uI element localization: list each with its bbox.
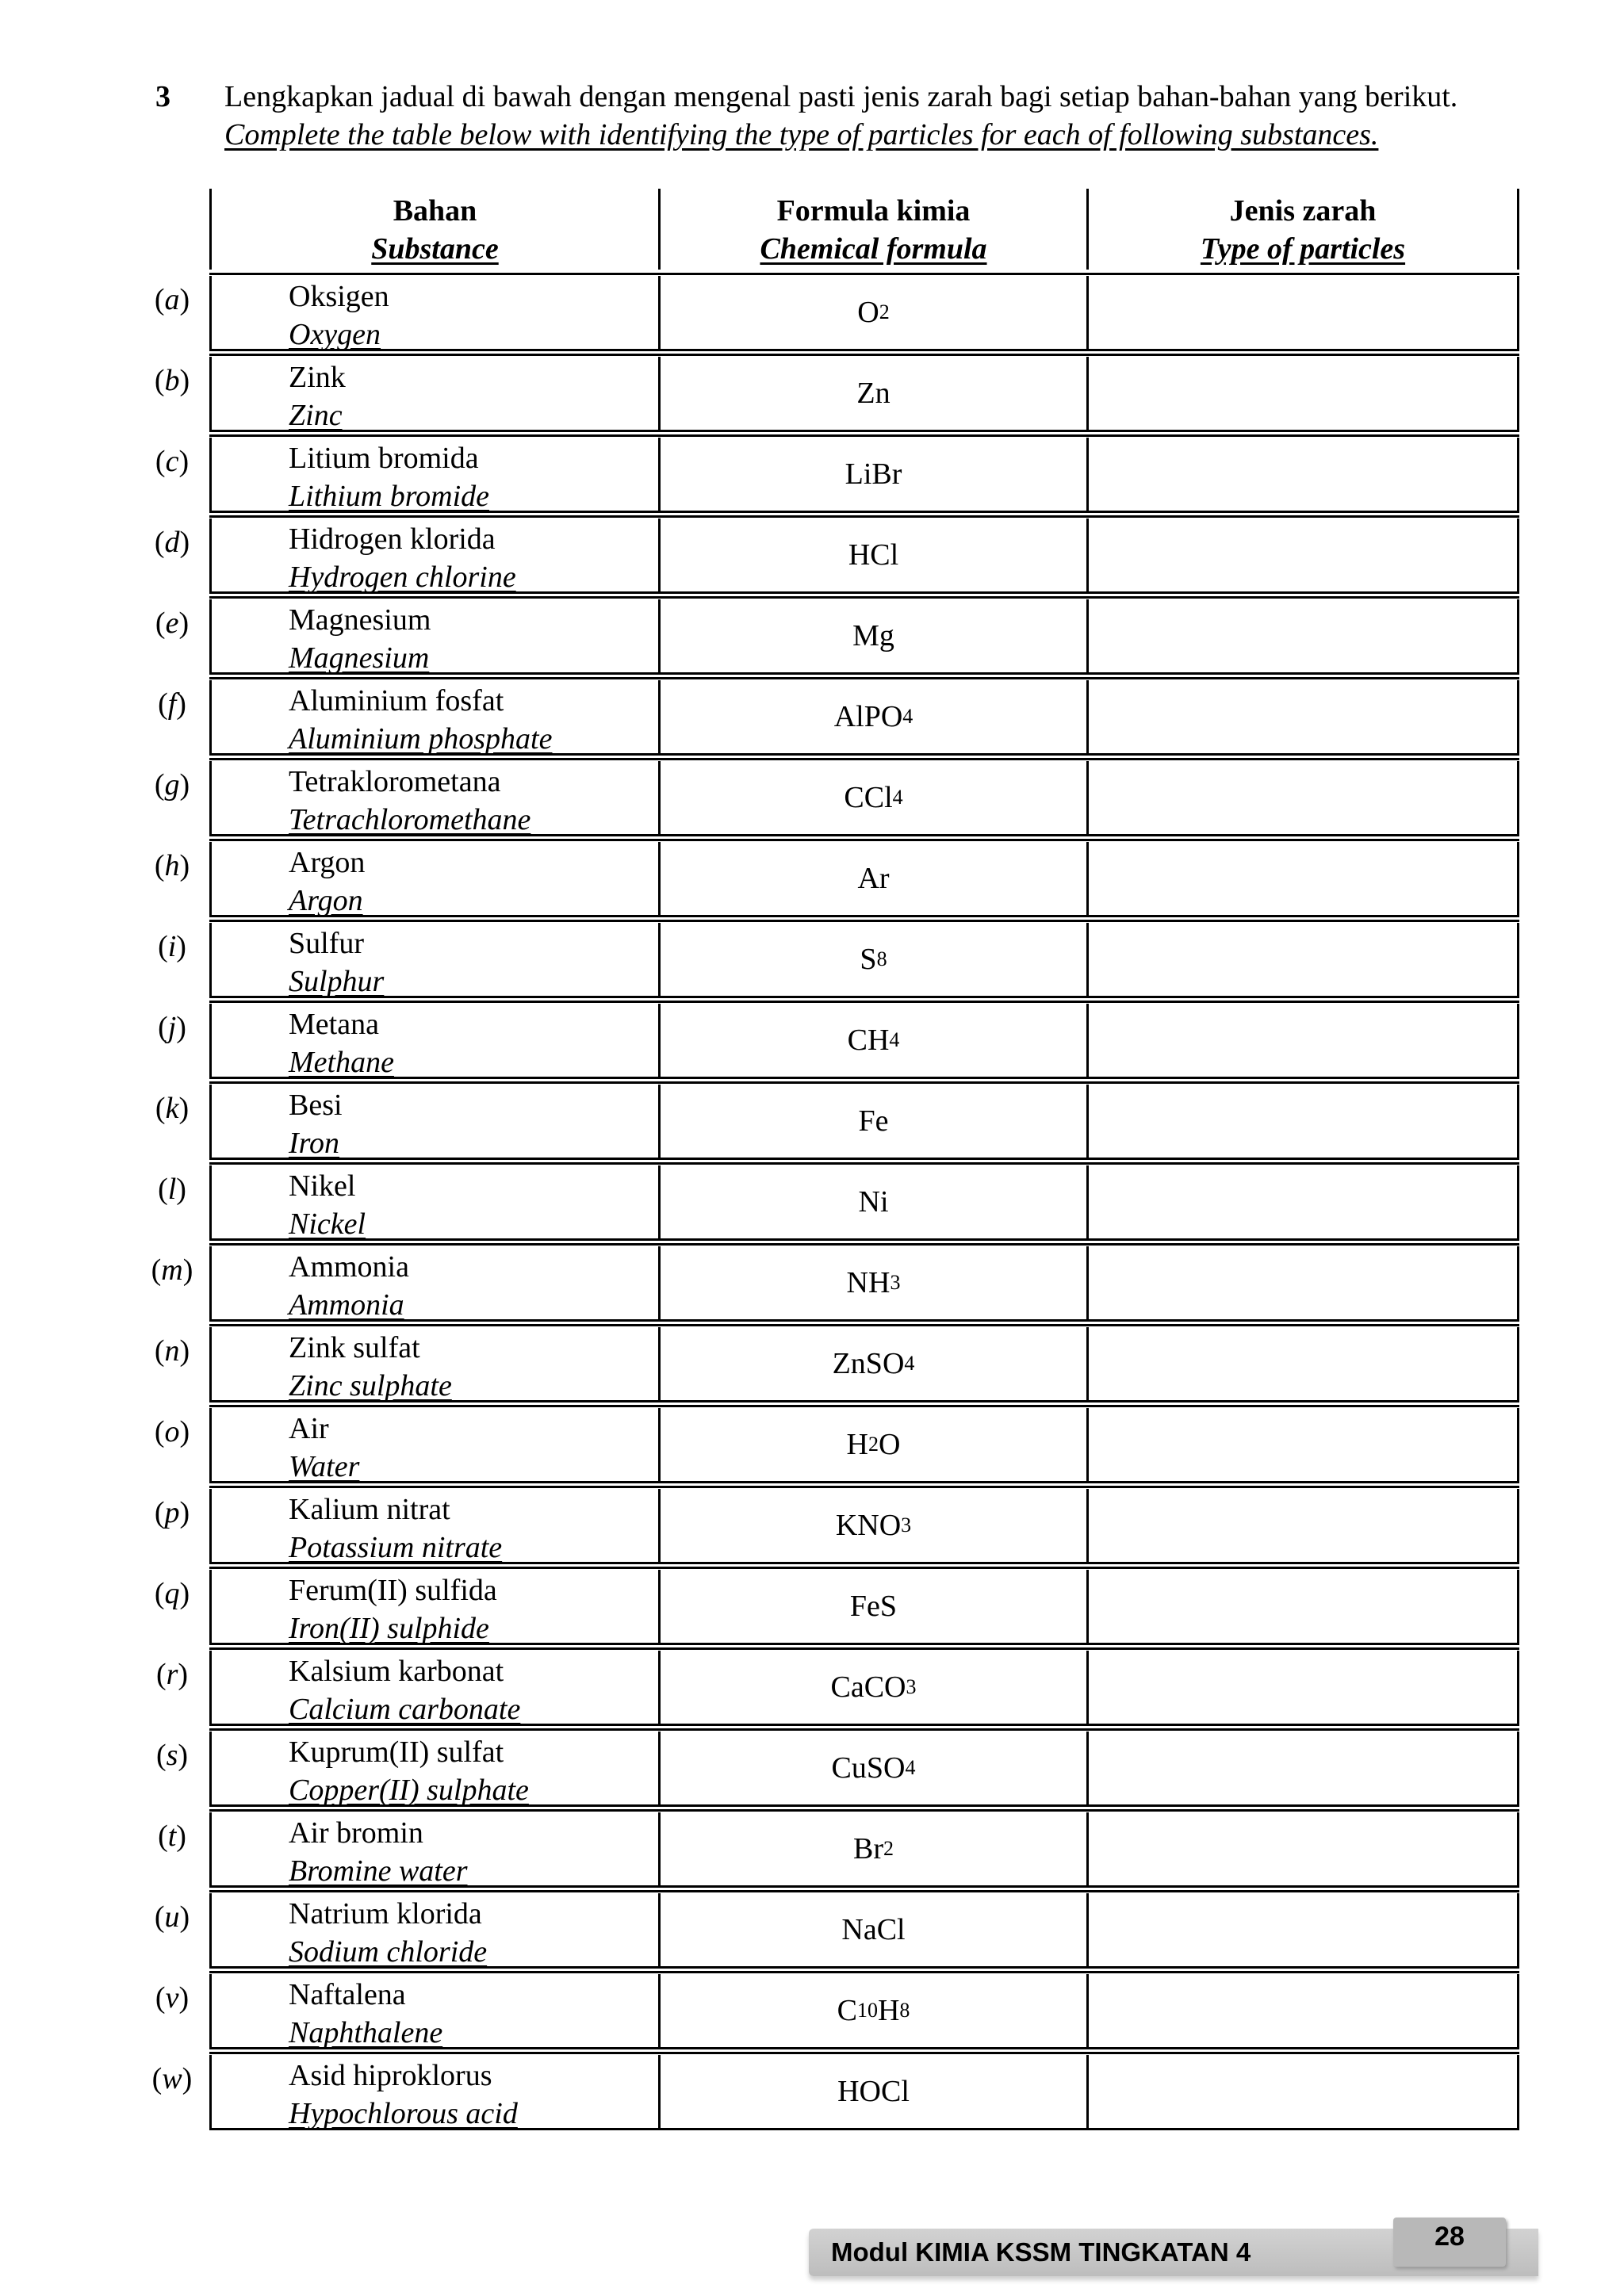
substance-cell [155,1732,658,1807]
type-of-particles-answer-cell[interactable] [1086,1893,1519,1966]
substance-cell [158,923,658,998]
table-row [158,923,1519,998]
substance-cell [151,2055,658,2130]
substance-name-en: Sulphur [289,965,385,998]
row-label: (m) [151,1253,193,1287]
substance-cell [154,276,658,351]
type-of-particles-answer-cell[interactable] [1086,761,1519,834]
substance-name-ms: Besi [289,1089,343,1122]
substance-cell [154,1570,658,1645]
header-type-of-particles [1086,189,1519,270]
substance-name-ms: Naftalena [289,1978,406,2011]
type-of-particles-answer-cell[interactable] [1086,1408,1519,1481]
header-particles-en: Type of particles [1200,232,1406,266]
substance-name-ms: Zink [289,361,346,394]
substance-name-ms: Magnesium [289,603,431,637]
type-of-particles-answer-cell[interactable] [1086,1812,1519,1885]
table-row [154,1570,1519,1645]
chemical-formula: O 2 [857,296,890,329]
substance-name-en: Bromine water [289,1854,468,1888]
type-of-particles-answer-cell[interactable] [1086,2055,1519,2128]
table-row [158,1812,1519,1888]
table-row [154,761,1519,836]
table-row [155,1732,1519,1807]
row-label: (v) [155,1981,190,2015]
row-label: (n) [154,1334,190,1368]
header-substance [209,189,658,270]
row-label: (o) [154,1415,190,1448]
header-substance-en: Substance [371,232,499,266]
substance-name-en: Lithium bromide [289,480,489,513]
type-of-particles-answer-cell[interactable] [1086,923,1519,996]
substance-name-ms: Sulfur [289,927,364,960]
chemical-formula: NH 3 [846,1266,901,1299]
table-row [154,1408,1519,1483]
substance-cell [154,842,658,917]
substance-name-ms: Kuprum(II) sulfat [289,1735,504,1769]
header-particles-ms: Jenis zarah [1229,194,1377,228]
table-row [154,276,1519,351]
type-of-particles-answer-cell[interactable] [1086,1165,1519,1238]
chemical-formula: Fe [858,1104,889,1138]
chemical-formula: CCl 4 [844,781,903,814]
question-text [224,78,1509,154]
substance-name-ms: Air [289,1412,329,1445]
row-label: (t) [158,1820,186,1853]
chemical-formula-cell [658,357,1086,430]
substance-name-ms: Ferum(II) sulfida [289,1574,497,1607]
substance-name-ms: Hidrogen klorida [289,522,496,556]
substance-name-en: Ammonia [289,1288,404,1322]
type-of-particles-answer-cell[interactable] [1086,680,1519,753]
chemical-formula-cell [658,761,1086,834]
table-row [155,1651,1519,1726]
row-label: (i) [158,930,186,963]
substance-name-en: Water [289,1450,360,1483]
type-of-particles-answer-cell[interactable] [1086,1651,1519,1724]
chemical-formula: Ar [857,862,890,895]
row-label: (l) [158,1173,186,1206]
row-label: (w) [151,2062,193,2095]
row-label: (h) [154,849,190,882]
chemical-formula: AlPO 4 [833,700,914,733]
substance-name-ms: Oksigen [289,280,389,313]
substance-cell [151,1246,658,1322]
chemical-formula: HCl [848,538,899,572]
chemical-formula-cell [658,1165,1086,1238]
chemical-formula: H 2 O [846,1428,901,1461]
substance-cell [155,438,658,513]
header-substance-ms: Bahan [393,194,477,228]
chemical-formula-cell [658,1570,1086,1643]
chemical-formula-cell [658,2055,1086,2128]
substance-name-ms: Argon [289,846,366,879]
substance-name-ms: Tetraklorometana [289,765,501,798]
row-label: (b) [154,364,190,397]
substance-name-en: Argon [289,884,363,917]
type-of-particles-answer-cell[interactable] [1086,1327,1519,1400]
chemical-formula: NaCl [841,1913,906,1946]
type-of-particles-answer-cell[interactable] [1086,1085,1519,1158]
chemical-formula-cell [658,1974,1086,2047]
substance-name-en: Aluminium phosphate [289,722,553,756]
substance-cell [154,1408,658,1483]
chemical-formula-cell [658,438,1086,511]
chemical-formula-cell [658,1732,1086,1804]
substance-cell [154,1327,658,1402]
substance-cell [154,357,658,432]
substance-name-en: Zinc sulphate [289,1369,452,1402]
substance-name-en: Nickel [289,1207,366,1241]
header-chemical-formula [658,189,1086,270]
row-label: (p) [154,1496,190,1529]
row-label: (g) [154,768,190,802]
chemical-formula-cell [658,1489,1086,1562]
substance-name-en: Hypochlorous acid [289,2097,518,2130]
substance-name-ms: Kalium nitrat [289,1493,450,1526]
substance-name-ms: Kalsium karbonat [289,1655,504,1688]
substance-cell [158,1812,658,1888]
substance-name-en: Iron(II) sulphide [289,1612,489,1645]
substance-name-en: Tetrachloromethane [289,803,531,836]
question-number: 3 [155,80,170,113]
table-row [154,842,1519,917]
chemical-formula-cell [658,1408,1086,1481]
substance-name-ms: Metana [289,1008,379,1041]
substance-cell [158,1165,658,1241]
row-label: (f) [158,687,186,721]
substance-cell [158,680,658,756]
substance-name-en: Magnesium [289,641,430,675]
row-label: (a) [154,283,190,316]
table-row [155,438,1519,513]
row-label: (r) [155,1658,189,1691]
table-row [151,1246,1519,1322]
table-header-row [209,189,1519,270]
table-row [151,2055,1519,2130]
chemical-formula: CaCO 3 [830,1670,917,1704]
chemical-formula: HOCl [837,2075,910,2108]
chemical-formula: Br 2 [853,1832,894,1866]
table-row [155,1085,1519,1160]
chemical-formula: C 10 H 8 [837,1994,910,2027]
chemical-formula-cell [658,276,1086,349]
chemical-formula: S 8 [860,943,887,976]
substance-cell [154,761,658,836]
substance-name-ms: Ammonia [289,1250,409,1284]
substances-table [151,189,1519,2130]
chemical-formula: CuSO 4 [831,1751,916,1785]
substance-name-en: Potassium nitrate [289,1531,503,1564]
chemical-formula-cell [658,1812,1086,1885]
row-label: (j) [158,1011,186,1044]
chemical-formula: Ni [858,1185,889,1219]
header-formula-ms: Formula kimia [776,194,971,228]
table-row [154,1893,1519,1969]
row-label: (e) [155,607,190,640]
page-number: 28 [1434,2221,1465,2252]
type-of-particles-answer-cell[interactable] [1086,1974,1519,2047]
type-of-particles-answer-cell[interactable] [1086,276,1519,349]
table-row [154,519,1519,594]
substance-name-ms: Asid hiproklorus [289,2059,492,2092]
row-label: (c) [155,445,190,478]
substance-name-en: Oxygen [289,318,381,351]
substance-cell [155,599,658,675]
chemical-formula: KNO 3 [835,1509,912,1542]
chemical-formula-cell [658,1085,1086,1158]
type-of-particles-answer-cell[interactable] [1086,599,1519,672]
chemical-formula: FeS [849,1590,898,1623]
substance-name-ms: Zink sulfat [289,1331,420,1364]
type-of-particles-answer-cell[interactable] [1086,357,1519,430]
substance-name-en: Iron [289,1127,340,1160]
type-of-particles-answer-cell[interactable] [1086,1489,1519,1562]
table-row [158,1004,1519,1079]
chemical-formula-cell [658,923,1086,996]
substance-name-ms: Air bromin [289,1816,423,1850]
type-of-particles-answer-cell[interactable] [1086,519,1519,591]
substance-name-en: Sodium chloride [289,1935,488,1969]
substance-cell [154,519,658,594]
row-label: (d) [154,526,190,559]
substance-name-en: Hydrogen chlorine [289,561,516,594]
table-row [155,599,1519,675]
row-label: (k) [155,1092,190,1125]
chemical-formula-cell [658,1327,1086,1400]
substance-cell [155,1651,658,1726]
substance-name-en: Calcium carbonate [289,1693,521,1726]
substance-name-ms: Aluminium fosfat [289,684,504,718]
type-of-particles-answer-cell[interactable] [1086,842,1519,915]
table-row [154,357,1519,432]
chemical-formula-cell [658,599,1086,672]
chemical-formula: ZnSO 4 [832,1347,915,1380]
type-of-particles-answer-cell[interactable] [1086,1732,1519,1804]
table-row [154,1489,1519,1564]
footer-module-title: Modul KIMIA KSSM TINGKATAN 4 [831,2237,1251,2267]
chemical-formula-cell [658,1893,1086,1966]
substance-cell [155,1085,658,1160]
substance-name-ms: Natrium klorida [289,1897,482,1931]
substance-name-en: Copper(II) sulphate [289,1774,529,1807]
row-label: (u) [154,1900,190,1934]
substance-cell [154,1489,658,1564]
type-of-particles-answer-cell[interactable] [1086,1246,1519,1319]
chemical-formula: CH 4 [847,1024,900,1057]
type-of-particles-answer-cell[interactable] [1086,1570,1519,1643]
chemical-formula: Mg [852,619,894,652]
chemical-formula-cell [658,1651,1086,1724]
row-label: (q) [154,1577,190,1610]
substance-name-ms: Litium bromida [289,442,479,475]
substance-name-ms: Nikel [289,1169,356,1203]
substance-name-en: Zinc [289,399,343,432]
table-row [158,1165,1519,1241]
substance-cell [158,1004,658,1079]
chemical-formula: Zn [856,377,891,410]
chemical-formula-cell [658,1246,1086,1319]
table-row [155,1974,1519,2049]
substance-name-en: Methane [289,1046,394,1079]
chemical-formula-cell [658,680,1086,753]
type-of-particles-answer-cell[interactable] [1086,438,1519,511]
chemical-formula: LiBr [845,457,902,491]
header-formula-en: Chemical formula [760,232,987,266]
table-row [158,680,1519,756]
type-of-particles-answer-cell[interactable] [1086,1004,1519,1077]
chemical-formula-cell [658,519,1086,591]
row-label: (s) [155,1739,189,1772]
chemical-formula-cell [658,842,1086,915]
chemical-formula-cell [658,1004,1086,1077]
table-row [154,1327,1519,1402]
substance-cell [155,1974,658,2049]
substance-cell [154,1893,658,1969]
question-text-en: Complete the table below with identifying the type of particles for each of following substances. [224,118,1379,151]
substance-name-en: Naphthalene [289,2016,443,2049]
question-text-ms: Lengkapkan jadual di bawah dengan mengenal pasti jenis zarah bagi setiap bahan-bahan yang berikut. [224,80,1458,113]
